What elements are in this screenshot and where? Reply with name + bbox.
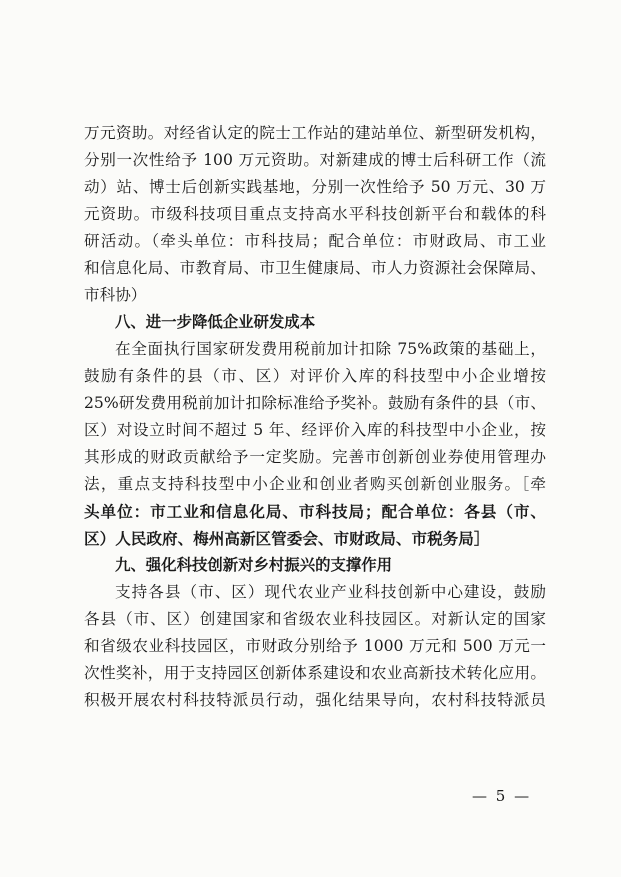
body-line: 和信息化局、市教育局、市卫生健康局、市人力资源社会保障局、	[84, 259, 546, 277]
body-line: 支持各县（市、区）现代农业产业科技创新中心建设，鼓励	[115, 583, 546, 601]
body-line: 法，重点支持科技型中小企业和创业者购买创新创业服务。［牵	[84, 475, 546, 493]
section-heading-8: 八、进一步降低企业研发成本	[115, 313, 316, 331]
body-line: 元资助。市级科技项目重点支持高水平科技创新平台和载体的科	[84, 205, 546, 223]
body-line: 鼓励有条件的县（市、区）对评价入库的科技型中小企业增按	[84, 367, 546, 385]
body-line: 25%研发费用税前加计扣除标准给予奖补。鼓励有条件的县（市、	[84, 394, 546, 412]
body-line: 市科协）	[84, 286, 147, 304]
body-line: 分别一次性给予 100 万元资助。对新建成的博士后科研工作（流	[84, 151, 546, 169]
body-line: 区）对设立时间不超过 5 年、经评价入库的科技型中小企业，按	[84, 421, 546, 439]
page-number: — 5 —	[472, 787, 532, 805]
body-line: 次性奖补，用于支持园区创新体系建设和农业高新技术转化应用。	[84, 664, 546, 682]
body-line: 动）站、博士后创新实践基地，分别一次性给予 50 万元、30 万	[84, 178, 546, 196]
body-line: 研活动。（牵头单位：市科技局；配合单位：市财政局、市工业	[84, 232, 546, 250]
document-body	[84, 120, 546, 714]
body-line: 区）人民政府、梅州高新区管委会、市财政局、市税务局］	[84, 529, 490, 548]
body-line: 和省级农业科技园区，市财政分别给予 1000 万元和 500 万元一	[84, 637, 546, 655]
body-line: 万元资助。对经省认定的院士工作站的建站单位、新型研发机构，	[84, 124, 546, 142]
body-line: 头单位：市工业和信息化局、市科技局；配合单位：各县（市、	[84, 502, 546, 521]
body-line: 积极开展农村科技特派员行动，强化结果导向，农村科技特派员	[84, 691, 546, 709]
section-heading-9: 九、强化科技创新对乡村振兴的支撑作用	[115, 556, 393, 574]
body-line: 各县（市、区）创建国家和省级农业科技园区。对新认定的国家	[84, 610, 546, 628]
body-line: 其形成的财政贡献给予一定奖励。完善市创新创业券使用管理办	[84, 448, 546, 466]
body-line: 在全面执行国家研发费用税前加计扣除 75%政策的基础上，	[115, 340, 546, 358]
